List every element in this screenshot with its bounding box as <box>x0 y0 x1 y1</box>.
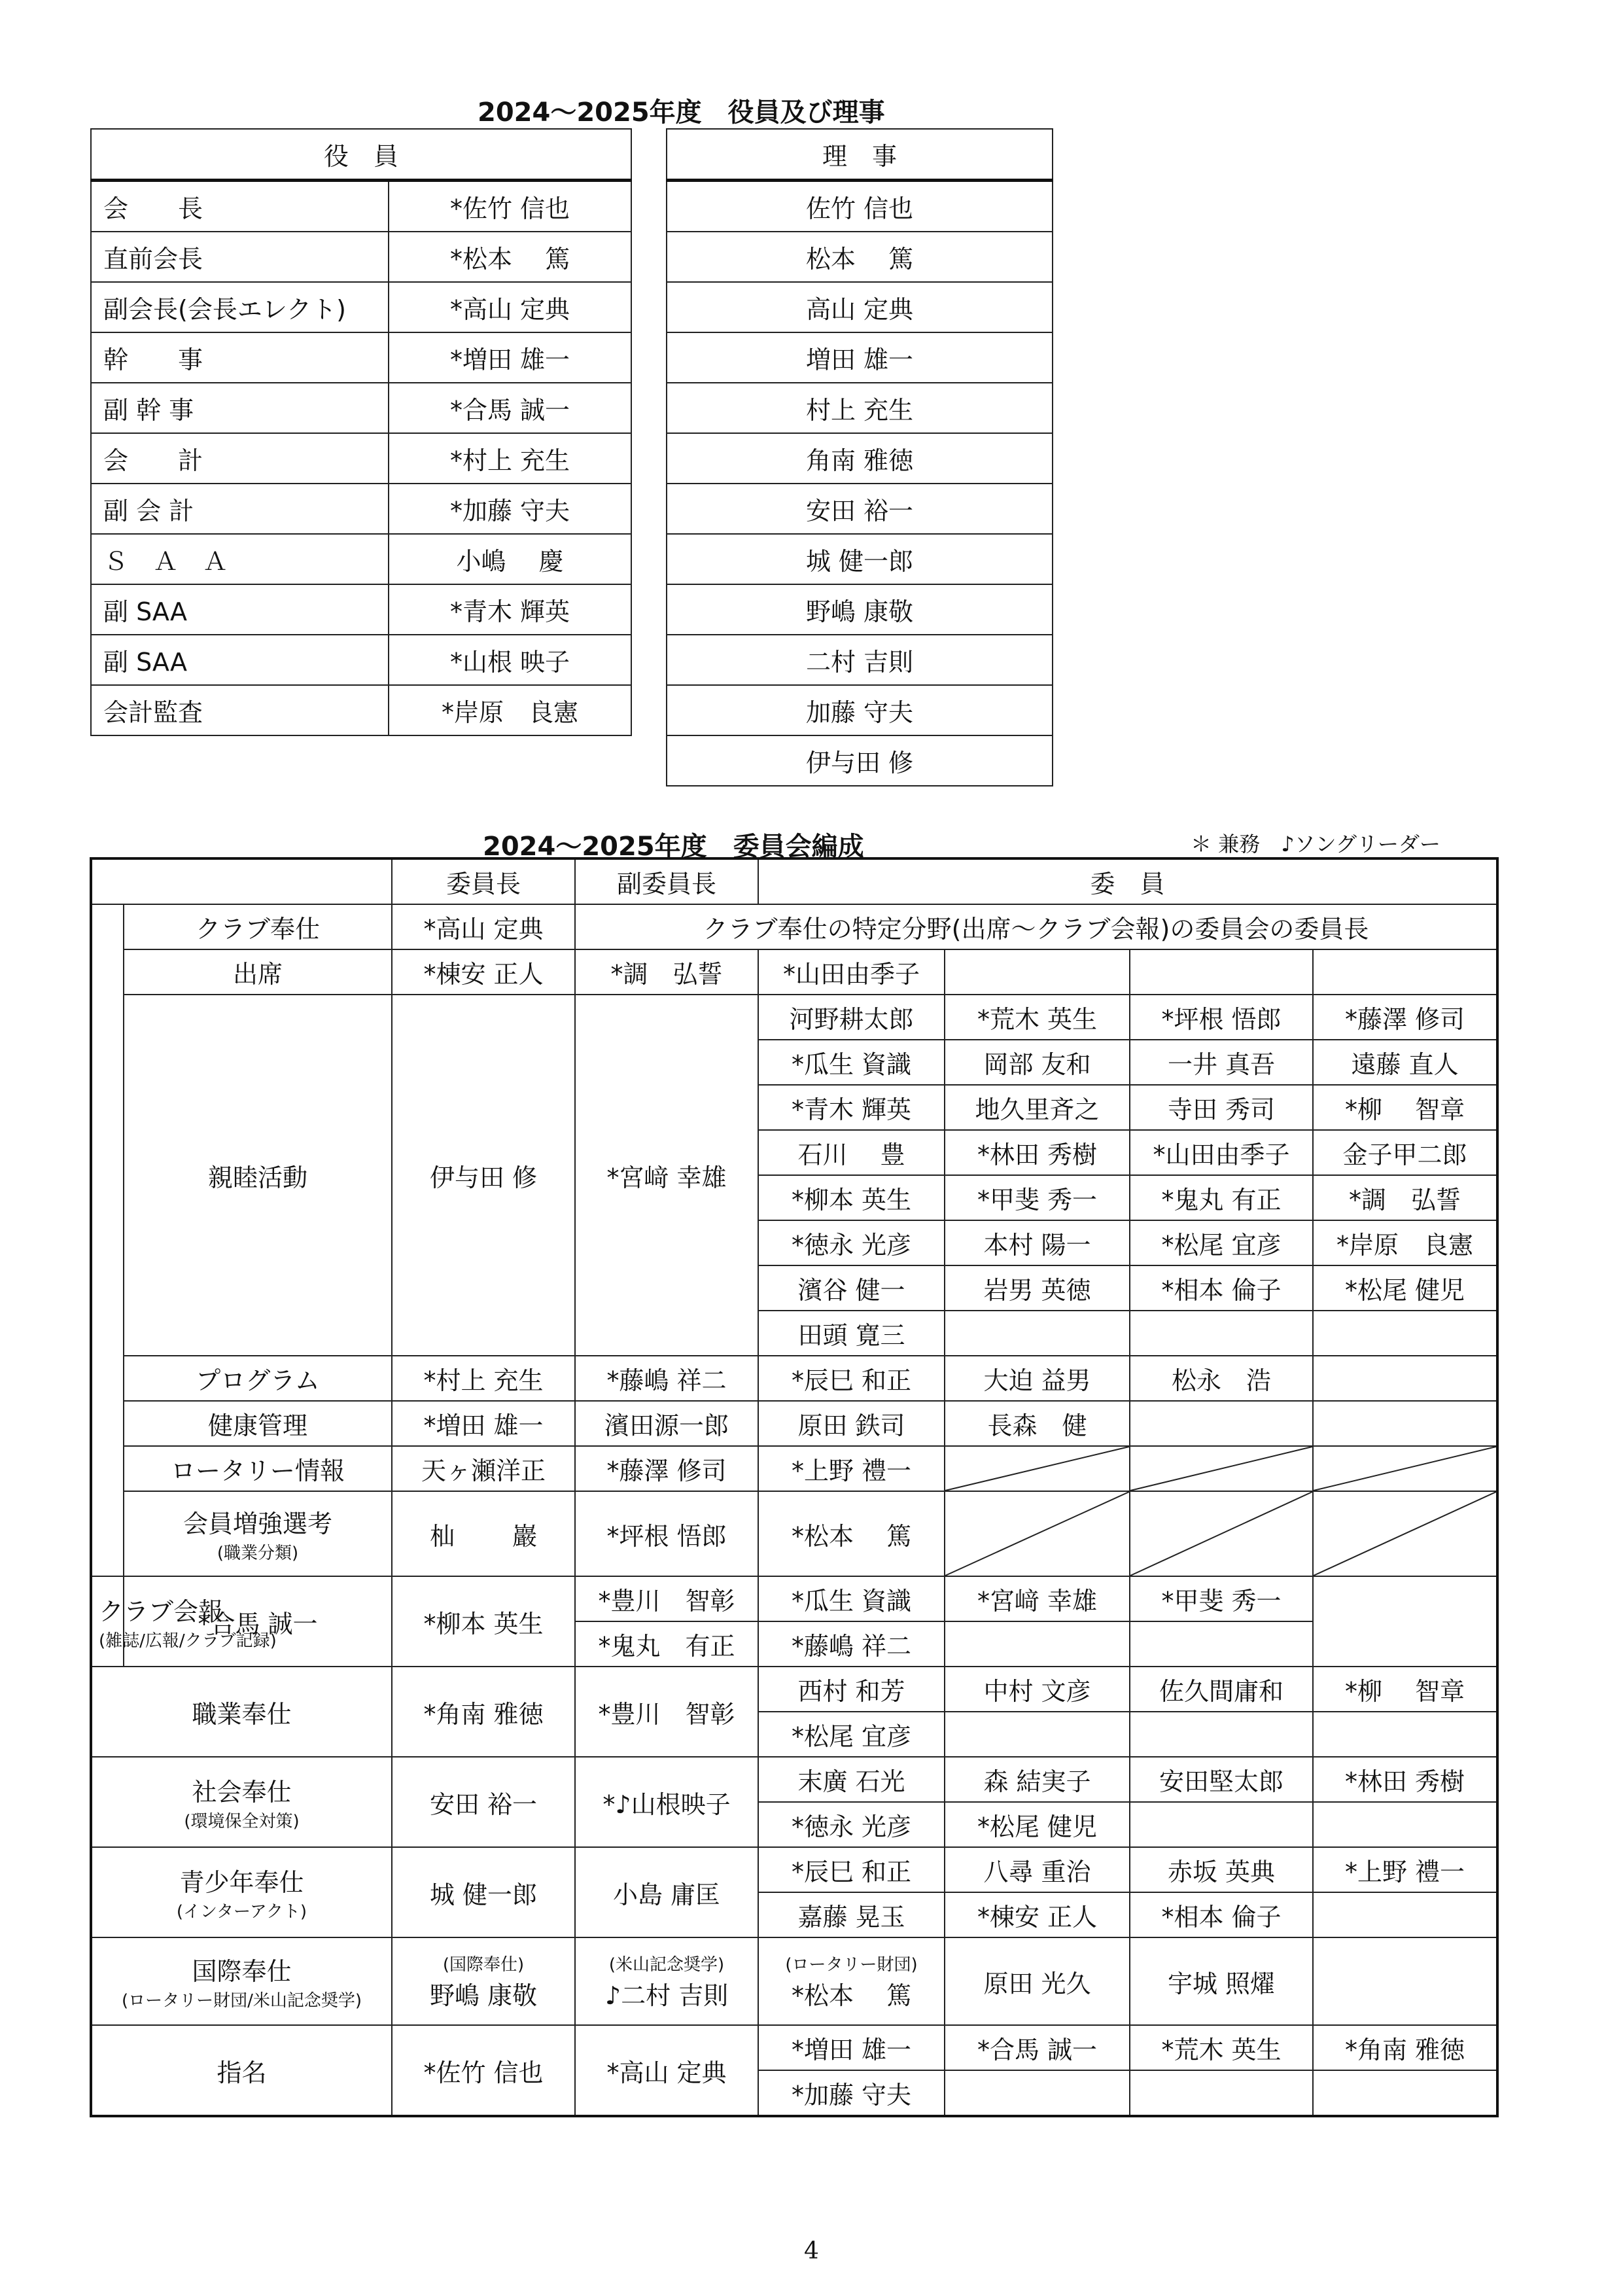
officer-role: 副 会 計 <box>91 484 389 534</box>
officer-row <box>91 181 631 232</box>
committee-member: *青木 輝英 <box>758 1085 945 1130</box>
committee-vice: *坪根 悟郎 <box>575 1491 758 1576</box>
committee-member: 宇城 照燿 <box>1130 1937 1313 2025</box>
blank-slash-cell <box>1313 1446 1497 1491</box>
committee-member <box>945 1311 1130 1356</box>
officer-role: 幹 事 <box>91 332 389 383</box>
committee-chair: 安田 裕一 <box>392 1757 575 1847</box>
officer-row <box>91 534 631 584</box>
committee-chair: 伊与田 修 <box>392 995 575 1356</box>
director-row <box>667 181 1053 232</box>
committee-row <box>91 904 1497 949</box>
committee-member: *柳 智章 <box>1313 1085 1497 1130</box>
committee-name-label: 会員増強選考 <box>183 1510 332 1538</box>
committee-member: *合馬 誠一 <box>945 2025 1130 2070</box>
committee-member: *藤嶋 祥二 <box>758 1621 945 1667</box>
committee-row <box>91 1446 1497 1491</box>
director-row <box>667 534 1053 584</box>
committee-member: *藤澤 修司 <box>1313 995 1497 1040</box>
director-row <box>667 735 1053 786</box>
committee-name <box>124 1446 392 1491</box>
committee-member: *松尾 健児 <box>945 1802 1130 1847</box>
committee-name-label: 親睦活動 <box>207 1163 307 1192</box>
committee-member: 原田 鉄司 <box>758 1401 945 1446</box>
officer-name: *増田 雄一 <box>389 332 631 383</box>
committee-vice: *柳本 英生 <box>392 1576 575 1667</box>
officer-name: *合馬 誠一 <box>389 383 631 433</box>
committee-member <box>945 2070 1130 2116</box>
committee-member: *鬼丸 有正 <box>1130 1175 1313 1220</box>
committee-name-sub: (インターアクト) <box>176 1902 307 1922</box>
committee-member: *坪根 悟郎 <box>1130 995 1313 1040</box>
committee-name <box>91 1937 392 2025</box>
committee-member <box>945 1621 1130 1667</box>
committee-member: 濱谷 健一 <box>758 1265 945 1311</box>
officer-row <box>91 433 631 484</box>
committee-vice: *藤嶋 祥二 <box>575 1356 758 1401</box>
committee-chair-sub: (国際奉仕) <box>442 1955 525 1975</box>
committee-member: *辰巳 和正 <box>758 1356 945 1401</box>
officers-table <box>90 128 632 736</box>
committee-row <box>91 1937 1497 2025</box>
director-row <box>667 635 1053 685</box>
officer-name: *加藤 守夫 <box>389 484 631 534</box>
committee-member: *林田 秀樹 <box>1313 1757 1497 1802</box>
diagonal-slash <box>1314 1447 1496 1491</box>
committee-name <box>124 1491 392 1576</box>
committee-member: *調 弘誓 <box>1313 1175 1497 1220</box>
directors-table <box>666 128 1053 786</box>
committee-member: *荒木 英生 <box>945 995 1130 1040</box>
committee-name <box>91 2025 392 2116</box>
committee-member: 佐久間庸和 <box>1130 1667 1313 1712</box>
club-service-indent <box>91 904 124 1576</box>
director-row <box>667 332 1053 383</box>
committee-vice: *豊川 智彰 <box>575 1667 758 1757</box>
committee-member <box>1313 1356 1497 1401</box>
committee-member: 寺田 秀司 <box>1130 1085 1313 1130</box>
committee-member <box>1313 1937 1497 2025</box>
committee-member: *柳本 英生 <box>758 1175 945 1220</box>
officer-name: *青木 輝英 <box>389 584 631 635</box>
officer-role: 会 長 <box>91 181 389 232</box>
director-name: 野嶋 康敬 <box>667 584 1053 635</box>
committee-name-label: 健康管理 <box>207 1411 307 1440</box>
committee-vice <box>575 1937 758 2025</box>
header-chair: 委員長 <box>392 858 575 904</box>
committee-name-sub: (ロータリー財団/米山記念奨学) <box>121 1991 362 2011</box>
officer-row <box>91 584 631 635</box>
committee-member: 一井 真吾 <box>1130 1040 1313 1085</box>
committee-member-sub: (ロータリー財団) <box>785 1955 918 1975</box>
officer-role: 会計監査 <box>91 685 389 735</box>
officer-role: 会 計 <box>91 433 389 484</box>
blank-slash-cell <box>1313 1491 1497 1576</box>
committee-row <box>91 858 1497 904</box>
diagonal-slash <box>1314 1492 1496 1576</box>
committee-member: 金子甲二郎 <box>1313 1130 1497 1175</box>
director-row <box>667 584 1053 635</box>
committee-member: 中村 文彦 <box>945 1667 1130 1712</box>
officer-row <box>91 282 631 332</box>
page-number: 4 <box>804 2238 819 2265</box>
committee-name <box>91 1667 392 1757</box>
blank-slash-cell <box>1130 1491 1313 1576</box>
committee-member: *松尾 宜彦 <box>1130 1220 1313 1265</box>
committee-member: *甲斐 秀一 <box>1130 1576 1313 1621</box>
officer-role: Ｓ Ａ Ａ <box>91 534 389 584</box>
committee-vice: *宮﨑 幸雄 <box>575 995 758 1356</box>
committee-chair: *棟安 正人 <box>392 949 575 995</box>
director-name: 城 健一郎 <box>667 534 1053 584</box>
officer-name: 小嶋 慶 <box>389 534 631 584</box>
committee-member: 安田堅太郎 <box>1130 1757 1313 1802</box>
officers-header: 役 員 <box>91 129 631 181</box>
committee-member <box>1313 1892 1497 1937</box>
committee-name-sub: (職業分類) <box>217 1544 299 1563</box>
committee-chair: *佐竹 信也 <box>392 2025 575 2116</box>
committee-member: *上野 禮一 <box>1313 1847 1497 1892</box>
committee-member: 西村 和芳 <box>758 1667 945 1712</box>
director-row <box>667 433 1053 484</box>
committee-member: *林田 秀樹 <box>945 1130 1130 1175</box>
committee-chair: *合馬 誠一 <box>124 1576 392 1667</box>
officer-role: 副 SAA <box>91 584 389 635</box>
director-name: 二村 吉則 <box>667 635 1053 685</box>
committee-name <box>91 1847 392 1937</box>
director-name: 佐竹 信也 <box>667 181 1053 232</box>
committee-row <box>91 995 1497 1040</box>
director-name: 村上 充生 <box>667 383 1053 433</box>
committee-name-label: 青少年奉仕 <box>179 1868 304 1897</box>
committee-row <box>91 1576 1497 1621</box>
committee-chair: *村上 充生 <box>392 1356 575 1401</box>
committee-vice: *調 弘誓 <box>575 949 758 995</box>
committee-vice-value: ♪二村 吉則 <box>604 1981 729 2010</box>
committee-member <box>1130 1311 1313 1356</box>
empty-cell <box>945 949 1130 995</box>
committee-member: 赤坂 英典 <box>1130 1847 1313 1892</box>
committee-member <box>1130 1712 1313 1757</box>
diagonal-slash <box>945 1492 1129 1576</box>
committee-member <box>945 1712 1130 1757</box>
committee-member: 末廣 石光 <box>758 1757 945 1802</box>
committee-member: *加藤 守夫 <box>758 2070 945 2116</box>
committee-member: 八尋 重治 <box>945 1847 1130 1892</box>
committee-member: *宮﨑 幸雄 <box>945 1576 1130 1621</box>
committee-member: *山田由季子 <box>1130 1130 1313 1175</box>
committee-member: 大迫 益男 <box>945 1356 1130 1401</box>
header-vice: 副委員長 <box>575 858 758 904</box>
director-name: 安田 裕一 <box>667 484 1053 534</box>
committee-member <box>1313 1802 1497 1847</box>
committee-member: 原田 光久 <box>945 1937 1130 2025</box>
committee-member: *瓜生 資識 <box>758 1576 945 1621</box>
director-name: 角南 雅徳 <box>667 433 1053 484</box>
officer-name: *山根 映子 <box>389 635 631 685</box>
committee-chair-value: 野嶋 康敬 <box>429 1981 538 2010</box>
officers-title: 2024～2025年度 役員及び理事 <box>478 97 885 128</box>
committee-member: *岸原 良憲 <box>1313 1220 1497 1265</box>
committee-vice: *藤澤 修司 <box>575 1446 758 1491</box>
committee-chair <box>392 1937 575 2025</box>
director-row <box>667 685 1053 735</box>
committee-row <box>91 1356 1497 1401</box>
officer-name: *村上 充生 <box>389 433 631 484</box>
directors-header: 理 事 <box>667 129 1053 181</box>
committee-vice: 濱田源一郎 <box>575 1401 758 1446</box>
committee-chair: 天ヶ瀬洋正 <box>392 1446 575 1491</box>
committee-row <box>91 1847 1497 1892</box>
committee-chair: 城 健一郎 <box>392 1847 575 1937</box>
committee-member <box>1313 1311 1497 1356</box>
committee-member <box>1313 1712 1497 1757</box>
header-members: 委 員 <box>758 858 1497 904</box>
committee-member: *棟安 正人 <box>945 1892 1130 1937</box>
committee-member <box>1130 1802 1313 1847</box>
committee-row <box>91 949 1497 995</box>
committee-chair: *増田 雄一 <box>392 1401 575 1446</box>
officer-role: 副会長(会長エレクト) <box>91 282 389 332</box>
committee-name-label: プログラム <box>196 1366 320 1395</box>
blank-slash-cell <box>1130 1446 1313 1491</box>
committee-member <box>758 1937 945 2025</box>
diagonal-slash <box>1130 1492 1312 1576</box>
officer-role: 副 幹 事 <box>91 383 389 433</box>
officer-row <box>91 332 631 383</box>
committee-member: *増田 雄一 <box>758 2025 945 2070</box>
committee-member: *相本 倫子 <box>1130 1265 1313 1311</box>
officer-name: *岸原 良憲 <box>389 685 631 735</box>
officer-name: *高山 定典 <box>389 282 631 332</box>
director-row <box>667 383 1053 433</box>
committee-name-label: ロータリー情報 <box>170 1457 345 1485</box>
committee-member: 石川 豊 <box>758 1130 945 1175</box>
committee-member: *豊川 智彰 <box>575 1576 758 1621</box>
director-row <box>667 282 1053 332</box>
committee-member: *柳 智章 <box>1313 1667 1497 1712</box>
committee-member-value: *松本 篤 <box>791 1981 912 2010</box>
committee-vice: *高山 定典 <box>575 2025 758 2116</box>
diagonal-slash <box>1130 1447 1312 1491</box>
committee-member <box>1130 1621 1313 1667</box>
committee-name-label: 出席 <box>232 960 283 989</box>
committee-member: 地久里斉之 <box>945 1085 1130 1130</box>
committee-name: クラブ奉仕 <box>124 904 392 949</box>
committee-member <box>1313 1401 1497 1446</box>
committee-member <box>1313 2070 1497 2116</box>
committee-table <box>90 857 1499 2117</box>
blank-slash-cell <box>945 1491 1130 1576</box>
committee-title: 2024～2025年度 委員会編成 <box>483 832 864 862</box>
committee-name <box>124 1401 392 1446</box>
committee-name-label: 指名 <box>217 2058 267 2087</box>
committee-row <box>91 1667 1497 1712</box>
committee-member: 本村 陽一 <box>945 1220 1130 1265</box>
committee-row <box>91 1757 1497 1802</box>
director-name: 加藤 守夫 <box>667 685 1053 735</box>
legend: ＊ 兼務 ♪ソングリーダー <box>1191 832 1440 857</box>
committee-name <box>124 949 392 995</box>
committee-member: *甲斐 秀一 <box>945 1175 1130 1220</box>
officer-row <box>91 232 631 282</box>
committee-vice: 小島 庸匡 <box>575 1847 758 1937</box>
committee-member: *瓜生 資識 <box>758 1040 945 1085</box>
committee-member: 岩男 英徳 <box>945 1265 1130 1311</box>
committee-name-label: 社会奉仕 <box>192 1778 292 1807</box>
committee-member: *松本 篤 <box>758 1491 945 1576</box>
director-name: 伊与田 修 <box>667 735 1053 786</box>
empty-cell <box>1130 949 1313 995</box>
officer-row <box>91 635 631 685</box>
committee-chair: *高山 定典 <box>392 904 575 949</box>
committee-member: *徳永 光彦 <box>758 1802 945 1847</box>
committee-member: 嘉藤 晃玉 <box>758 1892 945 1937</box>
committee-member: *山田由季子 <box>758 949 945 995</box>
committee-chair: 杣 巖 <box>392 1491 575 1576</box>
officer-row <box>91 383 631 433</box>
committee-name-label: 国際奉仕 <box>192 1957 292 1986</box>
committee-name-sub: (環境保全対策) <box>184 1812 300 1831</box>
committee-row <box>91 2025 1497 2070</box>
committee-member <box>1130 2070 1313 2116</box>
committee-member: *荒木 英生 <box>1130 2025 1313 2070</box>
header-blank <box>91 858 392 904</box>
officer-role: 副 SAA <box>91 635 389 685</box>
committee-name <box>124 995 392 1356</box>
director-name: 増田 雄一 <box>667 332 1053 383</box>
director-name: 高山 定典 <box>667 282 1053 332</box>
committee-name-label: クラブ会報 <box>99 1597 224 1626</box>
committee-member: *相本 倫子 <box>1130 1892 1313 1937</box>
committee-member: 森 結実子 <box>945 1757 1130 1802</box>
club-service-note: クラブ奉仕の特定分野(出席～クラブ会報)の委員会の委員長 <box>575 904 1497 949</box>
committee-member: *上野 禮一 <box>758 1446 945 1491</box>
committee-name <box>91 1757 392 1847</box>
committee-member: *辰巳 和正 <box>758 1847 945 1892</box>
committee-name <box>124 1356 392 1401</box>
committee-name-label: 職業奉仕 <box>192 1699 292 1729</box>
blank-slash-cell <box>945 1446 1130 1491</box>
committee-member: *鬼丸 有正 <box>575 1621 758 1667</box>
committee-name-sub: (雑誌/広報/クラブ記録) <box>99 1631 277 1651</box>
committee-row <box>91 1491 1497 1576</box>
committee-member <box>1130 1401 1313 1446</box>
director-name: 松本 篤 <box>667 232 1053 282</box>
committee-chair: *角南 雅徳 <box>392 1667 575 1757</box>
committee-member: *徳永 光彦 <box>758 1220 945 1265</box>
officer-name: *松本 篤 <box>389 232 631 282</box>
committee-row <box>91 1401 1497 1446</box>
officer-row <box>91 685 631 735</box>
committee-vice-sub: (米山記念奨学) <box>608 1955 725 1975</box>
officer-name: *佐竹 信也 <box>389 181 631 232</box>
committee-vice: *♪山根映子 <box>575 1757 758 1847</box>
officer-row <box>91 484 631 534</box>
committee-member: *松尾 健児 <box>1313 1265 1497 1311</box>
director-row <box>667 484 1053 534</box>
empty-cell <box>1313 949 1497 995</box>
committee-member: 岡部 友和 <box>945 1040 1130 1085</box>
director-row <box>667 232 1053 282</box>
committee-member: *松尾 宜彦 <box>758 1712 945 1757</box>
officer-role: 直前会長 <box>91 232 389 282</box>
committee-member: 田頭 寛三 <box>758 1311 945 1356</box>
diagonal-slash <box>945 1447 1129 1491</box>
committee-member: 遠藤 直人 <box>1313 1040 1497 1085</box>
committee-member: 長森 健 <box>945 1401 1130 1446</box>
committee-member: 河野耕太郎 <box>758 995 945 1040</box>
committee-member: 松永 浩 <box>1130 1356 1313 1401</box>
committee-member: *角南 雅徳 <box>1313 2025 1497 2070</box>
